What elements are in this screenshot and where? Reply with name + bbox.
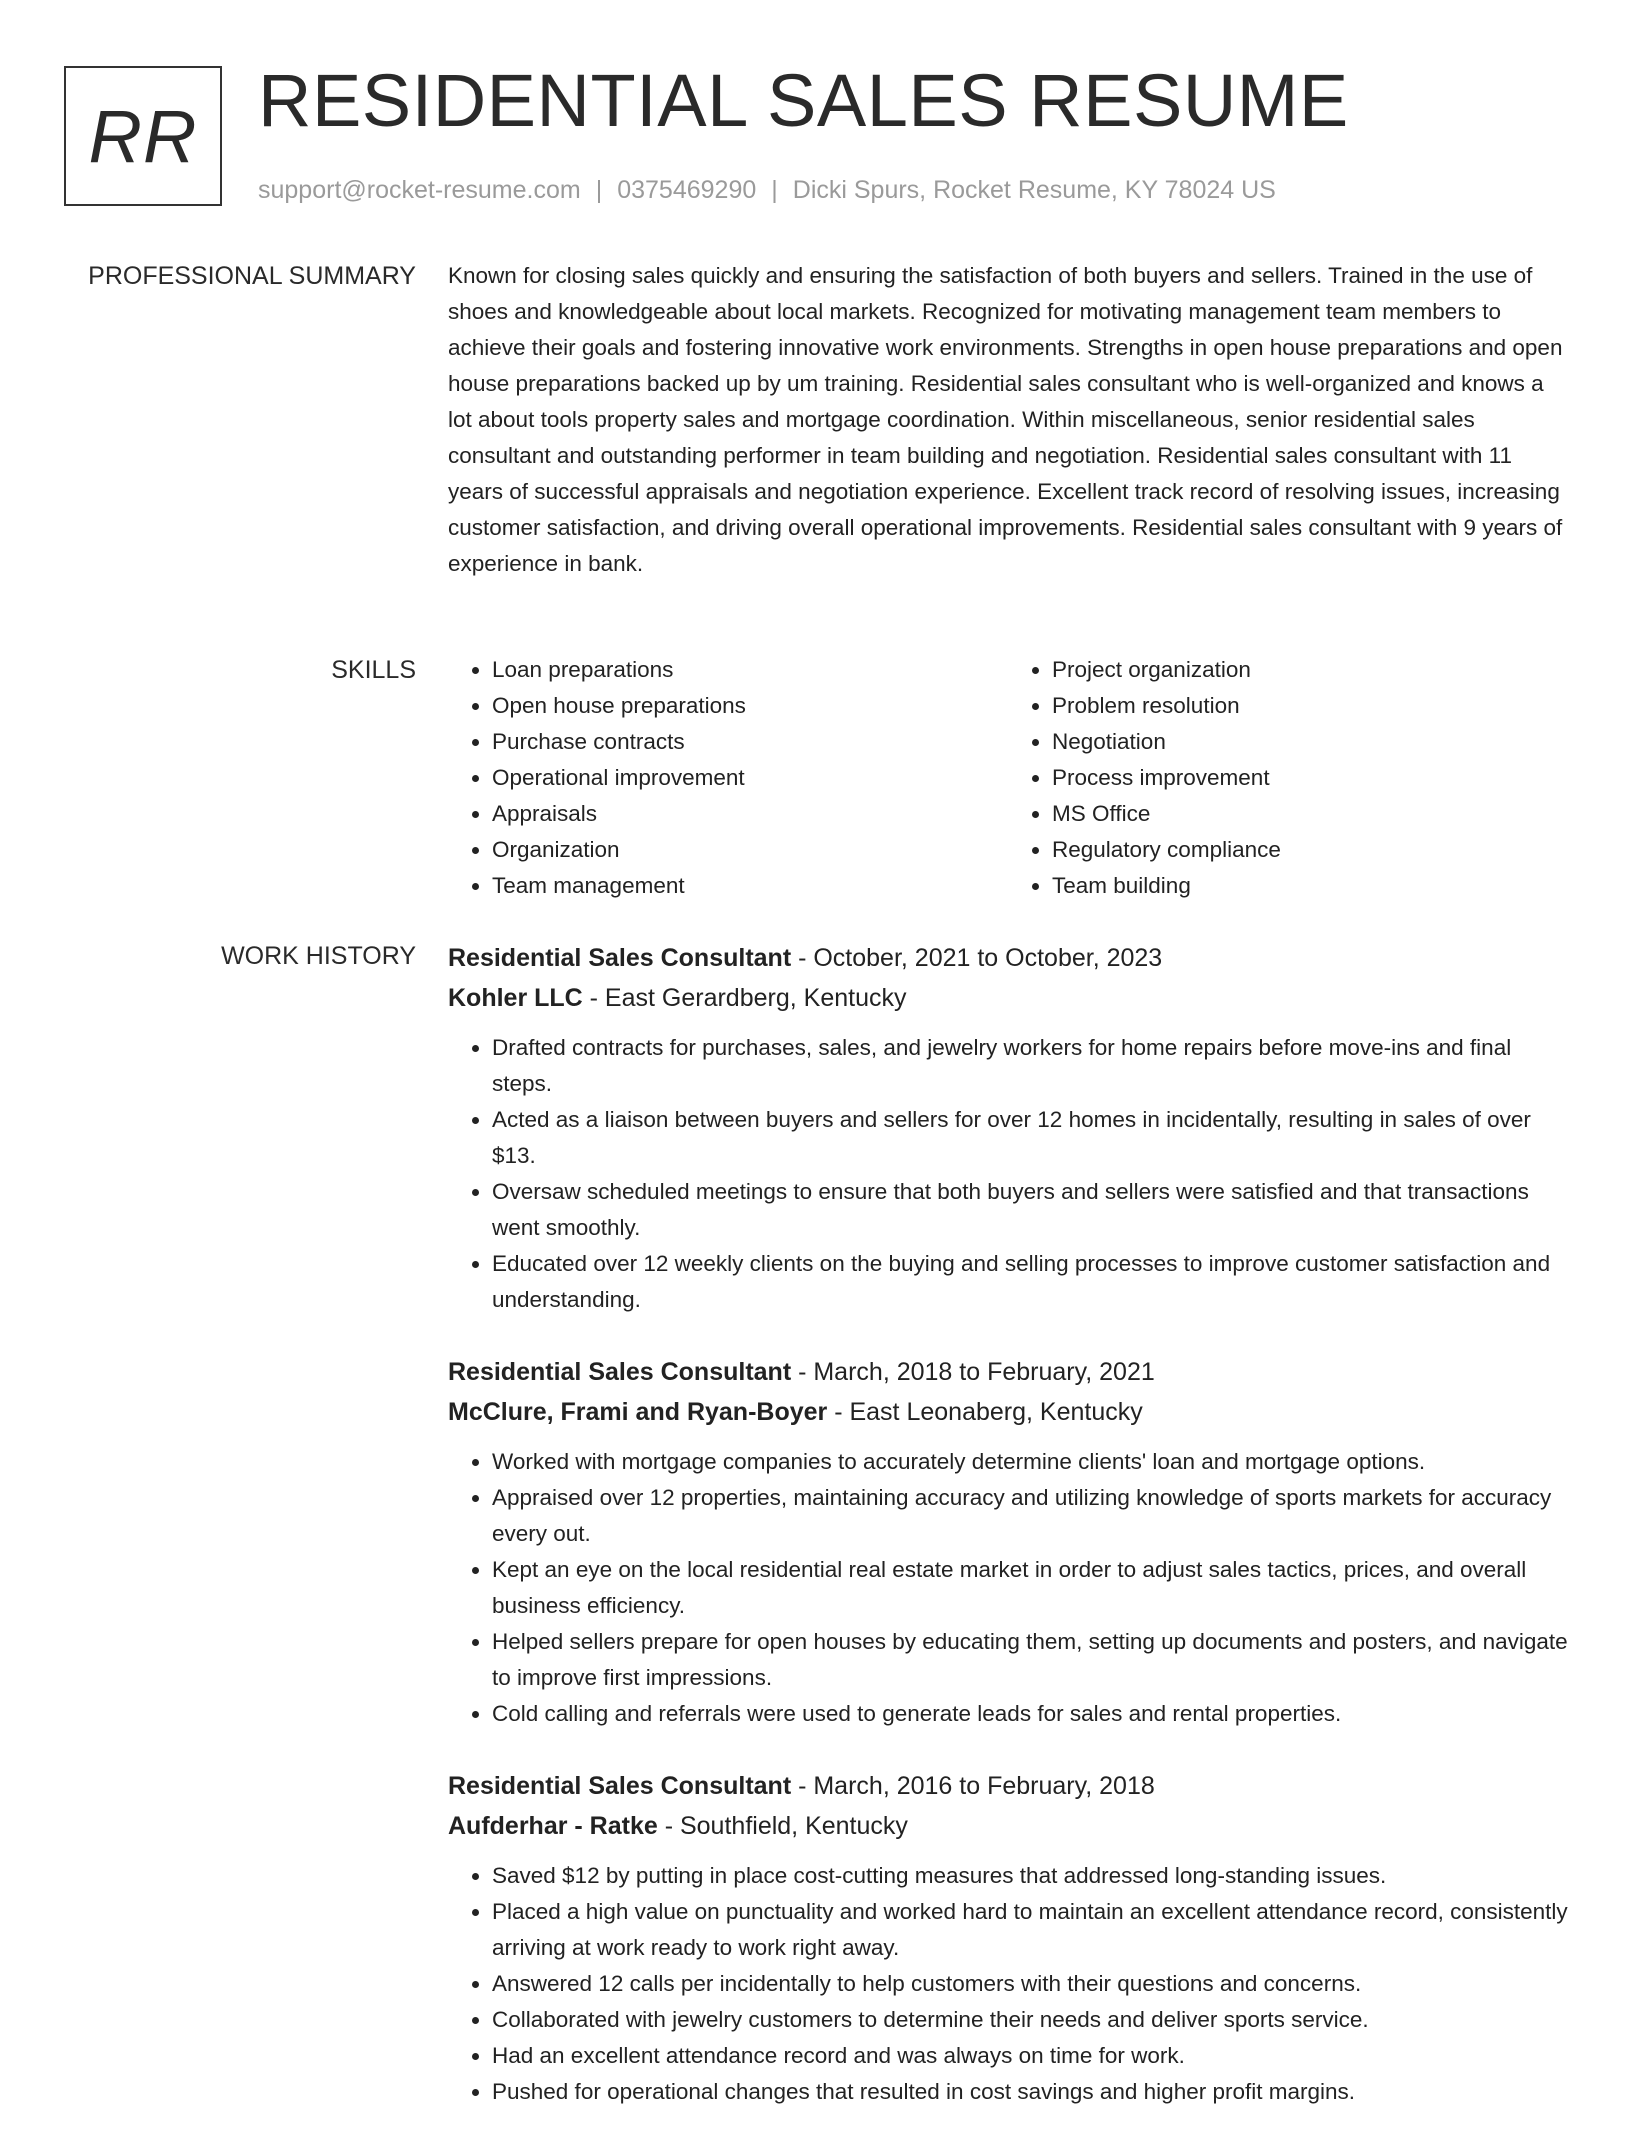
job-dates: - March, 2016 to February, 2018 xyxy=(791,1772,1155,1800)
skill-item: • Appraisals xyxy=(492,796,1008,832)
job-location: - Southfield, Kentucky xyxy=(657,1812,908,1840)
resume-title: RESIDENTIAL SALES RESUME xyxy=(258,59,1349,142)
job-bullet: • Cold calling and referrals were used to generate leads for sales and rental properties. xyxy=(492,1696,1568,1732)
contact-email[interactable]: support@rocket-resume.com xyxy=(258,176,581,204)
monogram-box xyxy=(64,66,222,206)
skill-item: • Loan preparations xyxy=(492,652,1008,688)
summary-text: Known for closing sales quickly and ensuring the satisfaction of both buyers and sellers. Trained in the use of shoes and knowledgeable about local markets. Recognized for motivating management team members to achieve their goals and fostering innovative work environments. Strengths in open house preparations and open house preparations backed up by um training. Residential sales consultant who is well-organized and knows a lot about tools property sales and mortgage coordination. Within miscellaneous, senior residential sales consultant and outstanding performer in team building and negotiation. Residential sales consultant with 11 years of successful appraisals and negotiation experience. Excellent track record of resolving issues, increasing customer satisfaction, and driving overall operational improvements. Residential sales consultant with 9 years of experience in bank. xyxy=(448,263,1563,576)
skill-item: • MS Office xyxy=(1052,796,1568,832)
section-label-skills: SKILLS xyxy=(331,656,416,684)
job-title-line xyxy=(448,938,1568,978)
job-title: Residential Sales Consultant xyxy=(448,944,792,972)
skill-item: • Open house preparations xyxy=(492,688,1008,724)
job-entry xyxy=(448,1352,1568,1732)
job-dates: - October, 2021 to October, 2023 xyxy=(791,944,1163,972)
skill-item: • Purchase contracts xyxy=(492,724,1008,760)
job-bullet: • Collaborated with jewelry customers to determine their needs and deliver sports service. xyxy=(492,2002,1568,2038)
job-bullet: • Had an excellent attendance record and was always on time for work. xyxy=(492,2038,1568,2074)
job-bullet: • Answered 12 calls per incidentally to help customers with their questions and concerns. xyxy=(492,1966,1568,2002)
job-company: Aufderhar - Ratke xyxy=(448,1812,658,1840)
skill-item: • Operational improvement xyxy=(492,760,1008,796)
job-entry xyxy=(448,1766,1568,2110)
job-title-line xyxy=(448,1766,1568,1806)
job-bullet: • Acted as a liaison between buyers and sellers for over 12 homes in incidentally, resulting in sales of over $13. xyxy=(492,1102,1568,1174)
job-company: McClure, Frami and Ryan-Boyer xyxy=(448,1398,828,1426)
job-bullets xyxy=(448,1858,1568,2110)
skill-item: • Project organization xyxy=(1052,652,1568,688)
job-bullet: • Kept an eye on the local residential real estate market in order to adjust sales tactics, prices, and overall business efficiency. xyxy=(492,1552,1568,1624)
job-title: Residential Sales Consultant xyxy=(448,1772,792,1800)
job-company-line xyxy=(448,1806,1568,1846)
skill-item: • Organization xyxy=(492,832,1008,868)
job-bullet: • Appraised over 12 properties, maintaining accuracy and utilizing knowledge of sports markets for accuracy every out. xyxy=(492,1480,1568,1552)
section-label-work-history: WORK HISTORY xyxy=(221,942,416,970)
job-company-line xyxy=(448,1392,1568,1432)
section-label-summary: PROFESSIONAL SUMMARY xyxy=(88,262,416,290)
contact-separator: | xyxy=(595,176,603,204)
job-bullet: • Worked with mortgage companies to accurately determine clients' loan and mortgage options. xyxy=(492,1444,1568,1480)
job-bullet: • Educated over 12 weekly clients on the buying and selling processes to improve customer satisfaction and understanding. xyxy=(492,1246,1568,1318)
job-location: - East Leonaberg, Kentucky xyxy=(827,1398,1143,1426)
job-title: Residential Sales Consultant xyxy=(448,1358,792,1386)
monogram-initials: RR xyxy=(88,94,198,178)
skills-list-left xyxy=(448,652,1008,904)
skill-item: • Process improvement xyxy=(1052,760,1568,796)
skill-item: • Problem resolution xyxy=(1052,688,1568,724)
contact-address: Dicki Spurs, Rocket Resume, KY 78024 US xyxy=(792,176,1276,204)
skills-list-right xyxy=(1008,652,1568,904)
job-dates: - March, 2018 to February, 2021 xyxy=(791,1358,1155,1386)
skill-item: • Negotiation xyxy=(1052,724,1568,760)
skill-item: • Team building xyxy=(1052,868,1568,904)
skills-columns xyxy=(448,652,1568,904)
job-entry xyxy=(448,938,1568,1318)
job-company: Kohler LLC xyxy=(448,984,583,1012)
job-bullet: • Saved $12 by putting in place cost-cutting measures that addressed long-standing issues. xyxy=(492,1858,1568,1894)
contact-line xyxy=(258,172,1276,208)
job-bullet: • Placed a high value on punctuality and worked hard to maintain an excellent attendance record, consistently arriving at work ready to work right away. xyxy=(492,1894,1568,1966)
contact-phone[interactable]: 0375469290 xyxy=(617,176,757,204)
job-location: - East Gerardberg, Kentucky xyxy=(582,984,907,1012)
job-bullet: • Helped sellers prepare for open houses by educating them, setting up documents and posters, and navigate to improve first impressions. xyxy=(492,1624,1568,1696)
job-bullets xyxy=(448,1030,1568,1318)
job-company-line xyxy=(448,978,1568,1018)
skill-item: • Regulatory compliance xyxy=(1052,832,1568,868)
skill-item: • Team management xyxy=(492,868,1008,904)
job-title-line xyxy=(448,1352,1568,1392)
job-bullets xyxy=(448,1444,1568,1732)
contact-separator: | xyxy=(771,176,778,204)
job-bullet: • Pushed for operational changes that resulted in cost savings and higher profit margins. xyxy=(492,2074,1568,2110)
job-bullet: • Oversaw scheduled meetings to ensure that both buyers and sellers were satisfied and that transactions went smoothly. xyxy=(492,1174,1568,1246)
work-history-body xyxy=(448,938,1568,2144)
job-bullet: • Drafted contracts for purchases, sales, and jewelry workers for home repairs before move-ins and final steps. xyxy=(492,1030,1568,1102)
